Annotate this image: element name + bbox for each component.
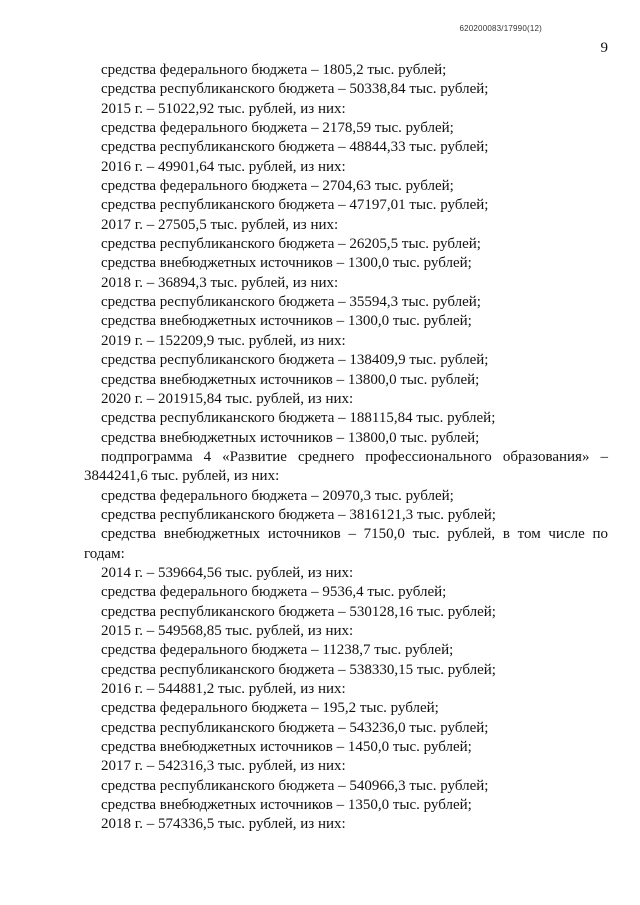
text-line: средства федерального бюджета – 11238,7 тыс. рублей; xyxy=(101,642,454,659)
text-line: средства республиканского бюджета – 530128,16 тыс. рублей; xyxy=(101,603,496,620)
extrabudget-paragraph: средства внебюджетных источников – 7150,0 тыс. рублей, в том числе по годам: xyxy=(84,526,608,562)
text-line: средства внебюджетных источников – 13800,0 тыс. рублей; xyxy=(101,429,480,446)
text-line: средства федерального бюджета – 195,2 тыс. рублей; xyxy=(101,700,439,717)
text-line: средства республиканского бюджета – 48844,33 тыс. рублей; xyxy=(101,139,489,156)
text-line: средства федерального бюджета – 2704,63 тыс. рублей; xyxy=(101,178,454,195)
text-line: средства республиканского бюджета – 26205,5 тыс. рублей; xyxy=(101,236,481,253)
text-line: средства республиканского бюджета – 47197,01 тыс. рублей; xyxy=(101,197,489,214)
text-line: средства республиканского бюджета – 138409,9 тыс. рублей; xyxy=(101,352,489,369)
text-line: 2014 г. – 539664,56 тыс. рублей, из них: xyxy=(101,564,354,581)
document-body xyxy=(84,61,608,835)
text-line: средства федерального бюджета – 20970,3 тыс. рублей; xyxy=(101,487,454,504)
page-number: 9 xyxy=(600,40,608,56)
text-line: 2016 г. – 49901,64 тыс. рублей, из них: xyxy=(101,158,346,175)
text-line: 2017 г. – 542316,3 тыс. рублей, из них: xyxy=(101,758,346,775)
subprogram-paragraph: подпрограмма 4 «Развитие среднего профессионального образования» – 3844241,6 тыс. рублей, из них: xyxy=(84,448,608,485)
text-line: средства республиканского бюджета – 540966,3 тыс. рублей; xyxy=(101,777,489,794)
text-line: средства республиканского бюджета – 35594,3 тыс. рублей; xyxy=(101,294,481,311)
text-line: средства федерального бюджета – 9536,4 тыс. рублей; xyxy=(101,584,447,601)
text-line: средства внебюджетных источников – 1450,0 тыс. рублей; xyxy=(101,739,472,756)
text-line: средства федерального бюджета – 2178,59 тыс. рублей; xyxy=(101,120,454,137)
text-line: 2016 г. – 544881,2 тыс. рублей, из них: xyxy=(101,681,346,697)
text-line: средства внебюджетных источников – 1350,0 тыс. рублей; xyxy=(101,797,472,814)
text-line: средства внебюджетных источников – 1300,0 тыс. рублей; xyxy=(101,313,472,330)
text-line: средства республиканского бюджета – 188115,84 тыс. рублей; xyxy=(101,410,496,427)
text-line: средства республиканского бюджета – 50338,84 тыс. рублей; xyxy=(101,81,489,98)
document-registration-code: 620200083/17990(12) xyxy=(459,24,542,33)
text-line: средства республиканского бюджета – 538330,15 тыс. рублей; xyxy=(101,661,496,678)
text-line: 2017 г. – 27505,5 тыс. рублей, из них: xyxy=(101,216,339,233)
text-line: 2018 г. – 36894,3 тыс. рублей, из них: xyxy=(101,274,339,291)
text-line: средства республиканского бюджета – 543236,0 тыс. рублей; xyxy=(101,719,489,736)
text-line: средства республиканского бюджета – 3816121,3 тыс. рублей; xyxy=(101,506,496,523)
text-line: 2018 г. – 574336,5 тыс. рублей, из них: xyxy=(101,816,346,833)
text-line: средства внебюджетных источников – 13800,0 тыс. рублей; xyxy=(101,371,480,388)
text-line: 2015 г. – 549568,85 тыс. рублей, из них: xyxy=(101,622,354,639)
text-line: 2015 г. – 51022,92 тыс. рублей, из них: xyxy=(101,100,346,117)
text-line: 2019 г. – 152209,9 тыс. рублей, из них: xyxy=(101,332,346,349)
text-line: средства внебюджетных источников – 1300,0 тыс. рублей; xyxy=(101,255,472,272)
text-line: средства федерального бюджета – 1805,2 тыс. рублей; xyxy=(101,62,447,78)
text-line: 2020 г. – 201915,84 тыс. рублей, из них: xyxy=(101,390,354,407)
